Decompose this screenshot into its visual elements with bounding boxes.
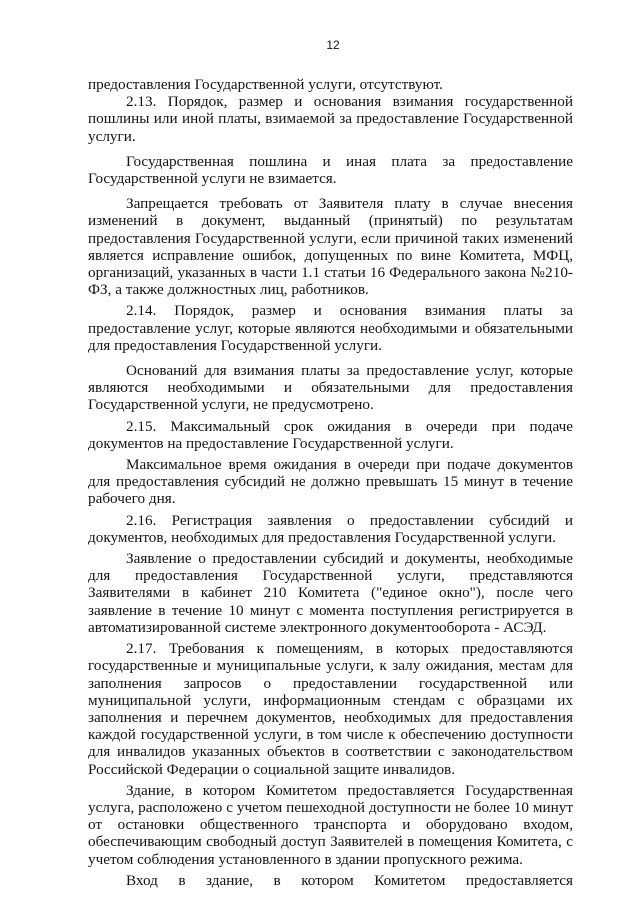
paragraph-fee-prohibition: Запрещается требовать от Заявителя плату в случае внесения изменений в документ, выданный (принятый) по результатам предоставления Государственной услуги, если причиной таких изменений является исправление ошибок, допущенных по вине Комитета, МФЦ, организаций, указанных в части 1.1 статьи 16 Федерального закона №210-ФЗ, а также должностных лиц, работников. bbox=[88, 195, 573, 299]
paragraph-waiting-time: Максимальное время ожидания в очереди при подаче документов для предоставления субсидий не должно превышать 15 минут в течение рабочего дня. bbox=[88, 456, 573, 508]
paragraph-fee-not-charged: Государственная пошлина и иная плата за предоставление Государственной услуги не взимается. bbox=[88, 152, 573, 188]
paragraph-building-access: Здание, в котором Комитетом предоставляется Государственная услуга, расположено с учетом пешеходной доступности не более 10 минут от остановки общественного транспорта и оборудовано входом, обеспечивающим свободный доступ Заявителей в помещения Комитета, с учетом соблюдения установленного в здании пропускного режима. bbox=[88, 781, 573, 868]
paragraph-continuation: предоставления Государственной услуги, отсутствуют. bbox=[88, 76, 443, 93]
document-body bbox=[88, 76, 573, 889]
section-heading-2-13: 2.13. Порядок, размер и основания взимания государственной пошлины или иной платы, взимаемой за предоставление Государственной услуги. bbox=[88, 93, 573, 145]
paragraph-entrance: Вход в здание, в котором Комитетом предоставляется bbox=[126, 871, 573, 889]
section-heading-2-14: 2.14. Порядок, размер и основания взимания платы за предоставление услуг, которые являются необходимыми и обязательными для предоставления Государственной услуги. bbox=[88, 302, 573, 354]
section-heading-2-15: 2.15. Максимальный срок ожидания в очереди при подаче документов на предоставление Государственной услуги. bbox=[88, 417, 573, 452]
section-heading-2-16: 2.16. Регистрация заявления о предоставлении субсидий и документов, необходимых для предоставления Государственной услуги. bbox=[88, 511, 573, 546]
page-number: 12 bbox=[326, 38, 340, 52]
paragraph-no-fee-grounds: Оснований для взимания платы за предоставление услуг, которые являются необходимыми и обязательными для предоставления Государственной услуги, не предусмотрено. bbox=[88, 362, 573, 414]
paragraph-registration: Заявление о предоставлении субсидий и документы, необходимые для предоставления Государственной услуги, представляются Заявителями в кабинет 210 Комитета ("единое окно"), после чего заявление в течение 10 минут с момента поступления регистрируется в автоматизированной системе электронного документооборота - АСЭД. bbox=[88, 550, 573, 636]
section-heading-2-17: 2.17. Требования к помещениям, в которых предоставляются государственные и муниципальные услуги, к залу ожидания, местам для заполнения запросов о предоставлении государственной или муниципальной услуги, информационным стендам с образцами их заполнения и перечнем документов, необходимых для предоставления каждой государственной услуги, в том числе к обеспечению доступности для инвалидов указанных объектов в соответствии с законодательством Российской Федерации о социальной защите инвалидов. bbox=[88, 640, 573, 778]
